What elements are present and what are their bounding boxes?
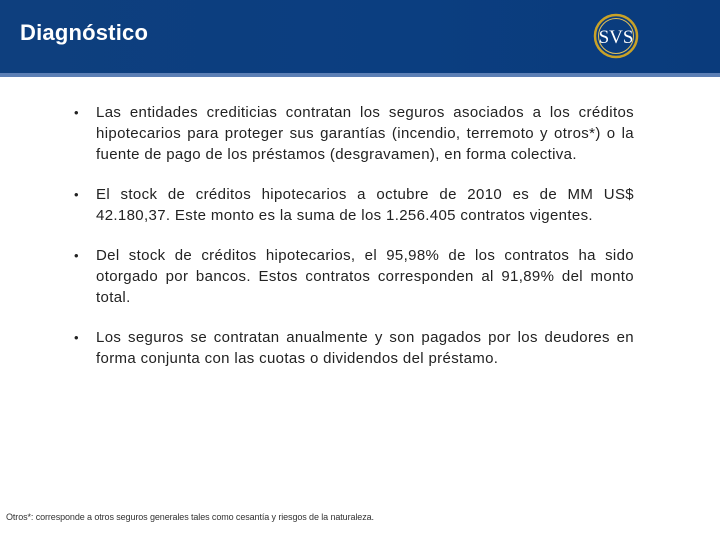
- slide-header: [0, 0, 720, 77]
- slide-title: Diagnóstico: [20, 20, 149, 45]
- bullet-icon: •: [74, 330, 79, 345]
- bullet-icon: •: [74, 248, 79, 263]
- bullet-text: Las entidades crediticias contratan los seguros asociados a los créditos hipotecarios para proteger sus garantías (incendio, terremoto y otros*) o la fuente de pago de los préstamos (desgravamen), en forma colectiva.: [96, 104, 634, 163]
- bullet-item-3: [72, 245, 634, 308]
- footnote: Otros*: corresponde a otros seguros generales tales como cesantía y riesgos de la naturaleza.: [6, 512, 374, 522]
- bullet-item-4: [72, 327, 634, 369]
- bullet-text: El stock de créditos hipotecarios a octubre de 2010 es de MM US$ 42.180,37. Este monto es la suma de los 1.256.405 contratos vigentes.: [96, 186, 634, 224]
- bullet-text: Los seguros se contratan anualmente y son pagados por los deudores en forma conjunta con las cuotas o dividendos del préstamo.: [96, 329, 634, 367]
- logo-text: SVS: [598, 27, 634, 48]
- bullet-icon: •: [74, 105, 79, 120]
- bullet-icon: •: [74, 187, 79, 202]
- bullet-item-1: [72, 102, 634, 165]
- bullet-list: [72, 102, 634, 388]
- bullet-item-2: [72, 184, 634, 226]
- svs-logo: [588, 12, 644, 60]
- header-accent-line: [0, 73, 720, 77]
- bullet-text: Del stock de créditos hipotecarios, el 95,98% de los contratos ha sido otorgado por bancos. Estos contratos corresponden al 91,89% del monto total.: [96, 247, 634, 306]
